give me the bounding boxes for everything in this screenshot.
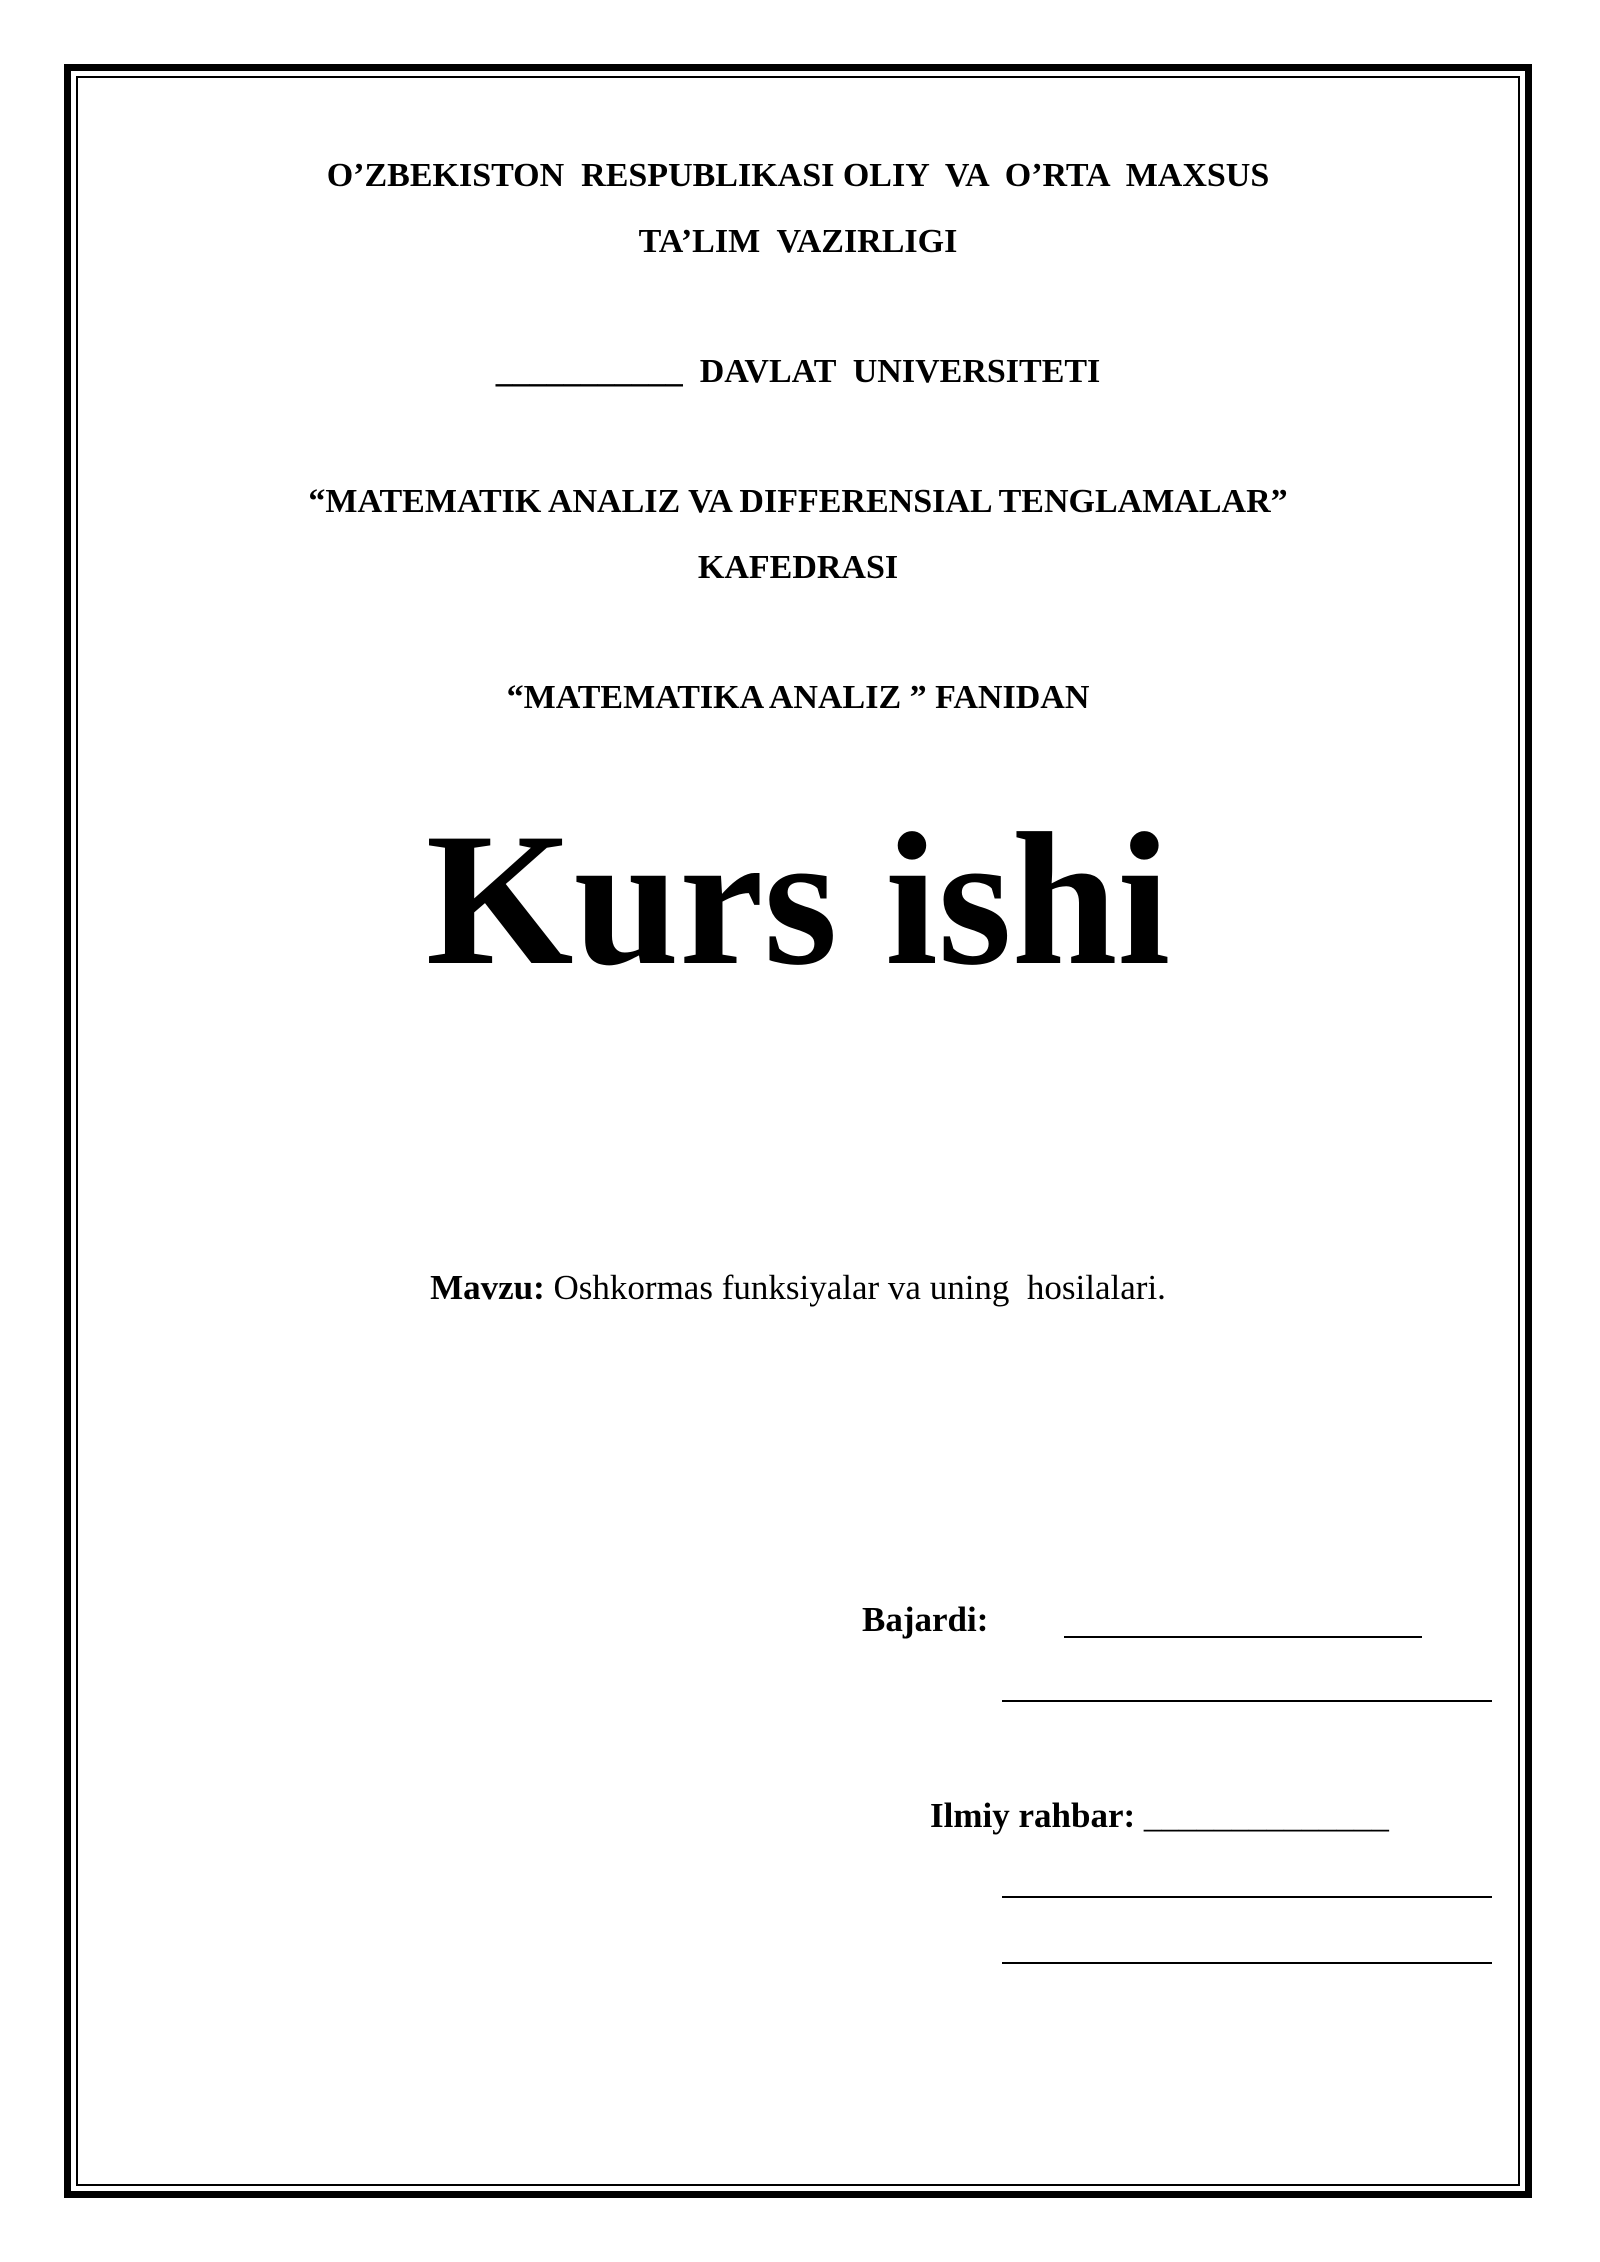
topic-line	[76, 1268, 1520, 1308]
performed-name-blank	[1064, 1636, 1422, 1638]
document-title: Kurs ishi	[425, 795, 1171, 1005]
advisor-line	[930, 1796, 1389, 1836]
topic-value: Oshkormas funksiyalar va uning hosilalari.	[544, 1268, 1166, 1307]
advisor-label: Ilmiy rahbar:	[930, 1796, 1136, 1835]
advisor-blank-line-3	[1002, 1962, 1492, 1964]
department-line-1: “MATEMATIK ANALIZ VA DIFFERENSIAL TENGLAMALAR”	[308, 483, 1288, 520]
department-line-2: KAFEDRASI	[697, 549, 899, 586]
advisor-blank: ______________	[1143, 1796, 1389, 1835]
ministry-line-1: O’ZBEKISTON RESPUBLIKASI OLIY VA O’RTA MAXSUS	[326, 157, 1270, 194]
performed-label: Bajardi:	[862, 1600, 989, 1639]
ministry-line-2: TA’LIM VAZIRLIGI	[638, 223, 958, 260]
page-border-inner	[76, 76, 1520, 2186]
subject-line: “MATEMATIKA ANALIZ ” FANIDAN	[506, 679, 1090, 716]
university-line: ___________ DAVLAT UNIVERSITETI	[495, 353, 1101, 390]
advisor-blank-line-2	[1002, 1896, 1492, 1898]
performed-group-blank	[1002, 1700, 1492, 1702]
topic-label: Mavzu:	[430, 1268, 545, 1307]
